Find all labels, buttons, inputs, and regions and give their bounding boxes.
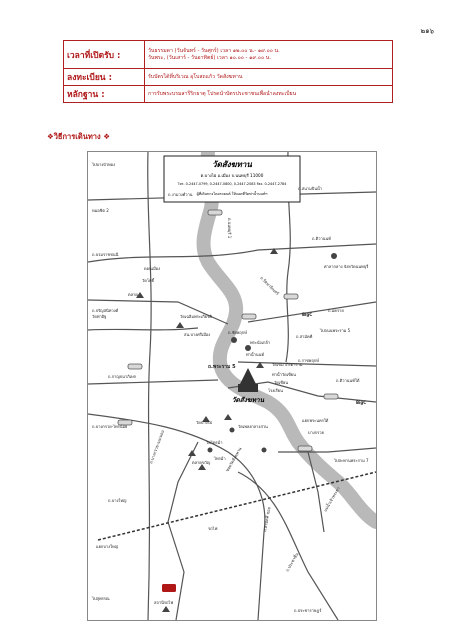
map-label-place-25: ตลาด — [128, 292, 138, 297]
map-label-road-3: ถ.งามวงศ์วาน — [168, 192, 193, 197]
weekend-hours: วันพระ, (วันเสาร์ - วันอาทิตย์) เวลา ๑๐.๐๐ - ๑๙.๐๐ น. — [148, 54, 271, 61]
registration-label: ลงทะเบียน : — [64, 69, 145, 86]
weekday-hours: วันธรรมดา (วันจันทร์ - วันศุกร์) เวลา ๑๒.๐๐ น.- ๑๙.๐๐ น. — [148, 47, 280, 54]
map-label-road-1: ถ.สนามบินน้ำ — [298, 186, 323, 191]
opening-hours-row — [64, 41, 393, 69]
documents-value: การรับพระบรมสารีริกธาตุ โปรดนำบัตรประชาชนเพื่อนำลงทะเบียน — [145, 86, 393, 103]
schedule-info-table — [63, 40, 393, 103]
map-label-road-8: ถ.จรัญสนิทวงศ์ — [92, 308, 119, 313]
map-label-place-15: วัดบางไผ่ — [196, 420, 212, 425]
map-label-road-13: ถ.บางกรวย-จงถนอม — [148, 429, 166, 465]
map-label-road-16: ถ.บางใหญ่ — [108, 498, 127, 503]
temple-marker-label: วัดสังฆทาน — [231, 396, 265, 404]
map-label-place-3: สน.บางศรีเมือง — [184, 332, 211, 337]
map-label-place-13: BigC — [302, 312, 313, 317]
map-label-road-7: ถ.บางกรวย-ไทรน้อย — [92, 424, 128, 429]
map-label-road-10: ถ.ราชพฤกษ์ — [298, 358, 319, 363]
map-label-place-12: แยกพระนครใต้ — [302, 418, 329, 423]
opening-hours-label: เวลาที่เปิดรับ : — [64, 41, 145, 69]
map-label-place-23: หมอชิต 2 — [92, 208, 109, 213]
map-label-road-19: ถ.ติวานนท์ใต้ — [336, 378, 360, 383]
map-label-place-10: วัดเพลงกลางสวน — [238, 424, 268, 429]
documents-row — [64, 86, 393, 103]
map-label-place-28: ไปสุพรรณ — [92, 596, 110, 601]
map-label-place-30: ไปสะพานพระราม 7 — [334, 458, 369, 463]
travel-directions-heading: ❖วิธีการเดินทาง ❖ — [47, 132, 111, 141]
page-number: ๒๑๖ — [420, 27, 434, 35]
map-label-place-11: โรงเรียน — [268, 388, 283, 393]
map-label-place-27: วัดท่าอิฐ — [92, 314, 107, 319]
map-label-road-17: ถ.สามัคคี — [296, 334, 313, 339]
map-label-place-8: วัดเขียน — [274, 380, 289, 385]
map-label-road-5: ถ.รัตนาธิเบศร์ — [259, 275, 281, 297]
map-label-road-20: ถ.สามัคคี ซอย — [262, 506, 272, 533]
map-label-place-5: ท่าน้ำนนท์ — [246, 352, 264, 357]
map-label-place-21: วัดโพธิ์ — [142, 278, 155, 283]
map-svg — [88, 152, 376, 620]
map-label-place-32: ซอยวัดสังฆทาน — [224, 446, 243, 473]
map-label-place-19: ตลาดขวัญ — [192, 460, 211, 465]
map-label-place-26: วัดไทรม้า — [206, 440, 223, 445]
map-label-road-4: ถ.นนทบุรี 1 — [227, 218, 232, 239]
map-label-place-1: ศาลากลาง จังหวัดนนทบุรี — [324, 264, 369, 269]
map-label-place-29: ไปบางบัวทอง — [92, 162, 116, 167]
documents-label: หลักฐาน : — [64, 86, 145, 103]
map-label-place-2: วัดเฉลิมพระเกียรติ — [180, 314, 212, 319]
map-label-road-15: ถ.แคราย — [328, 308, 344, 313]
map-label-road-18: ถ.ประชาชื่น — [284, 551, 300, 573]
map-label-road-6: ถ.พระราม 5 — [208, 364, 236, 370]
map-label-place-7: ท่าน้ำวัดเขียน — [272, 372, 296, 377]
map-label-road-14: ถ.ประชาราษฎร์ — [294, 608, 322, 613]
bus-station-icon — [162, 584, 176, 592]
opening-hours-value — [145, 41, 393, 69]
map-label-place-24: ดอนเมือง — [144, 266, 161, 271]
map-label-road-2: ถ.ติวานนท์ — [312, 236, 331, 241]
map-label-place-31: ไปถนนพระราม 5 — [320, 328, 351, 333]
map-label-place-22: รถไฟ — [208, 526, 218, 531]
map-label-road-9: ถ.บรมราชชนนี — [92, 252, 119, 257]
registration-row — [64, 69, 393, 86]
map-label-place-17: บางกรวย — [308, 430, 324, 435]
map-label-place-14: BigC — [356, 400, 367, 405]
map-label-place-20: แยกบางใหญ่ — [96, 544, 119, 549]
map-label-place-6: วัดเขมาภิรตาราม — [272, 362, 303, 367]
map-label-place-16: สถานีรถไฟ — [154, 600, 174, 605]
map-label-road-11: ถ.กาญจนาภิเษก — [108, 374, 137, 379]
map-temple-address: ต.บางไผ่ อ.เมือง จ.นนทบุรี 11000 — [200, 173, 264, 178]
map-label-river: แม่น้ำเจ้าพระยา — [322, 486, 341, 513]
registration-value: รับบัตรได้ที่บริเวณ อุโบสถแก้ว วัดสังฆทาน — [145, 69, 393, 86]
map-label-place-18: ไทรม้า — [214, 456, 226, 461]
map-temple-title: วัดสังฆทาน — [212, 160, 252, 169]
directions-map — [87, 151, 377, 621]
map-label-place-4: พระนั่งเกล้า — [250, 340, 271, 345]
map-temple-phone: โทร. 0-2447-0799, 0-2447-0800, 0-2447-2083 Fax. 0-2447-2784 — [177, 182, 287, 186]
map-label-road-12: ถ.ชัยพฤกษ์ — [228, 330, 247, 335]
map-parking-note: ผู้ที่เดินทางโดยรถยนต์ ให้จอดที่วัดท่าน้ำนนท์ฯ — [196, 192, 268, 196]
